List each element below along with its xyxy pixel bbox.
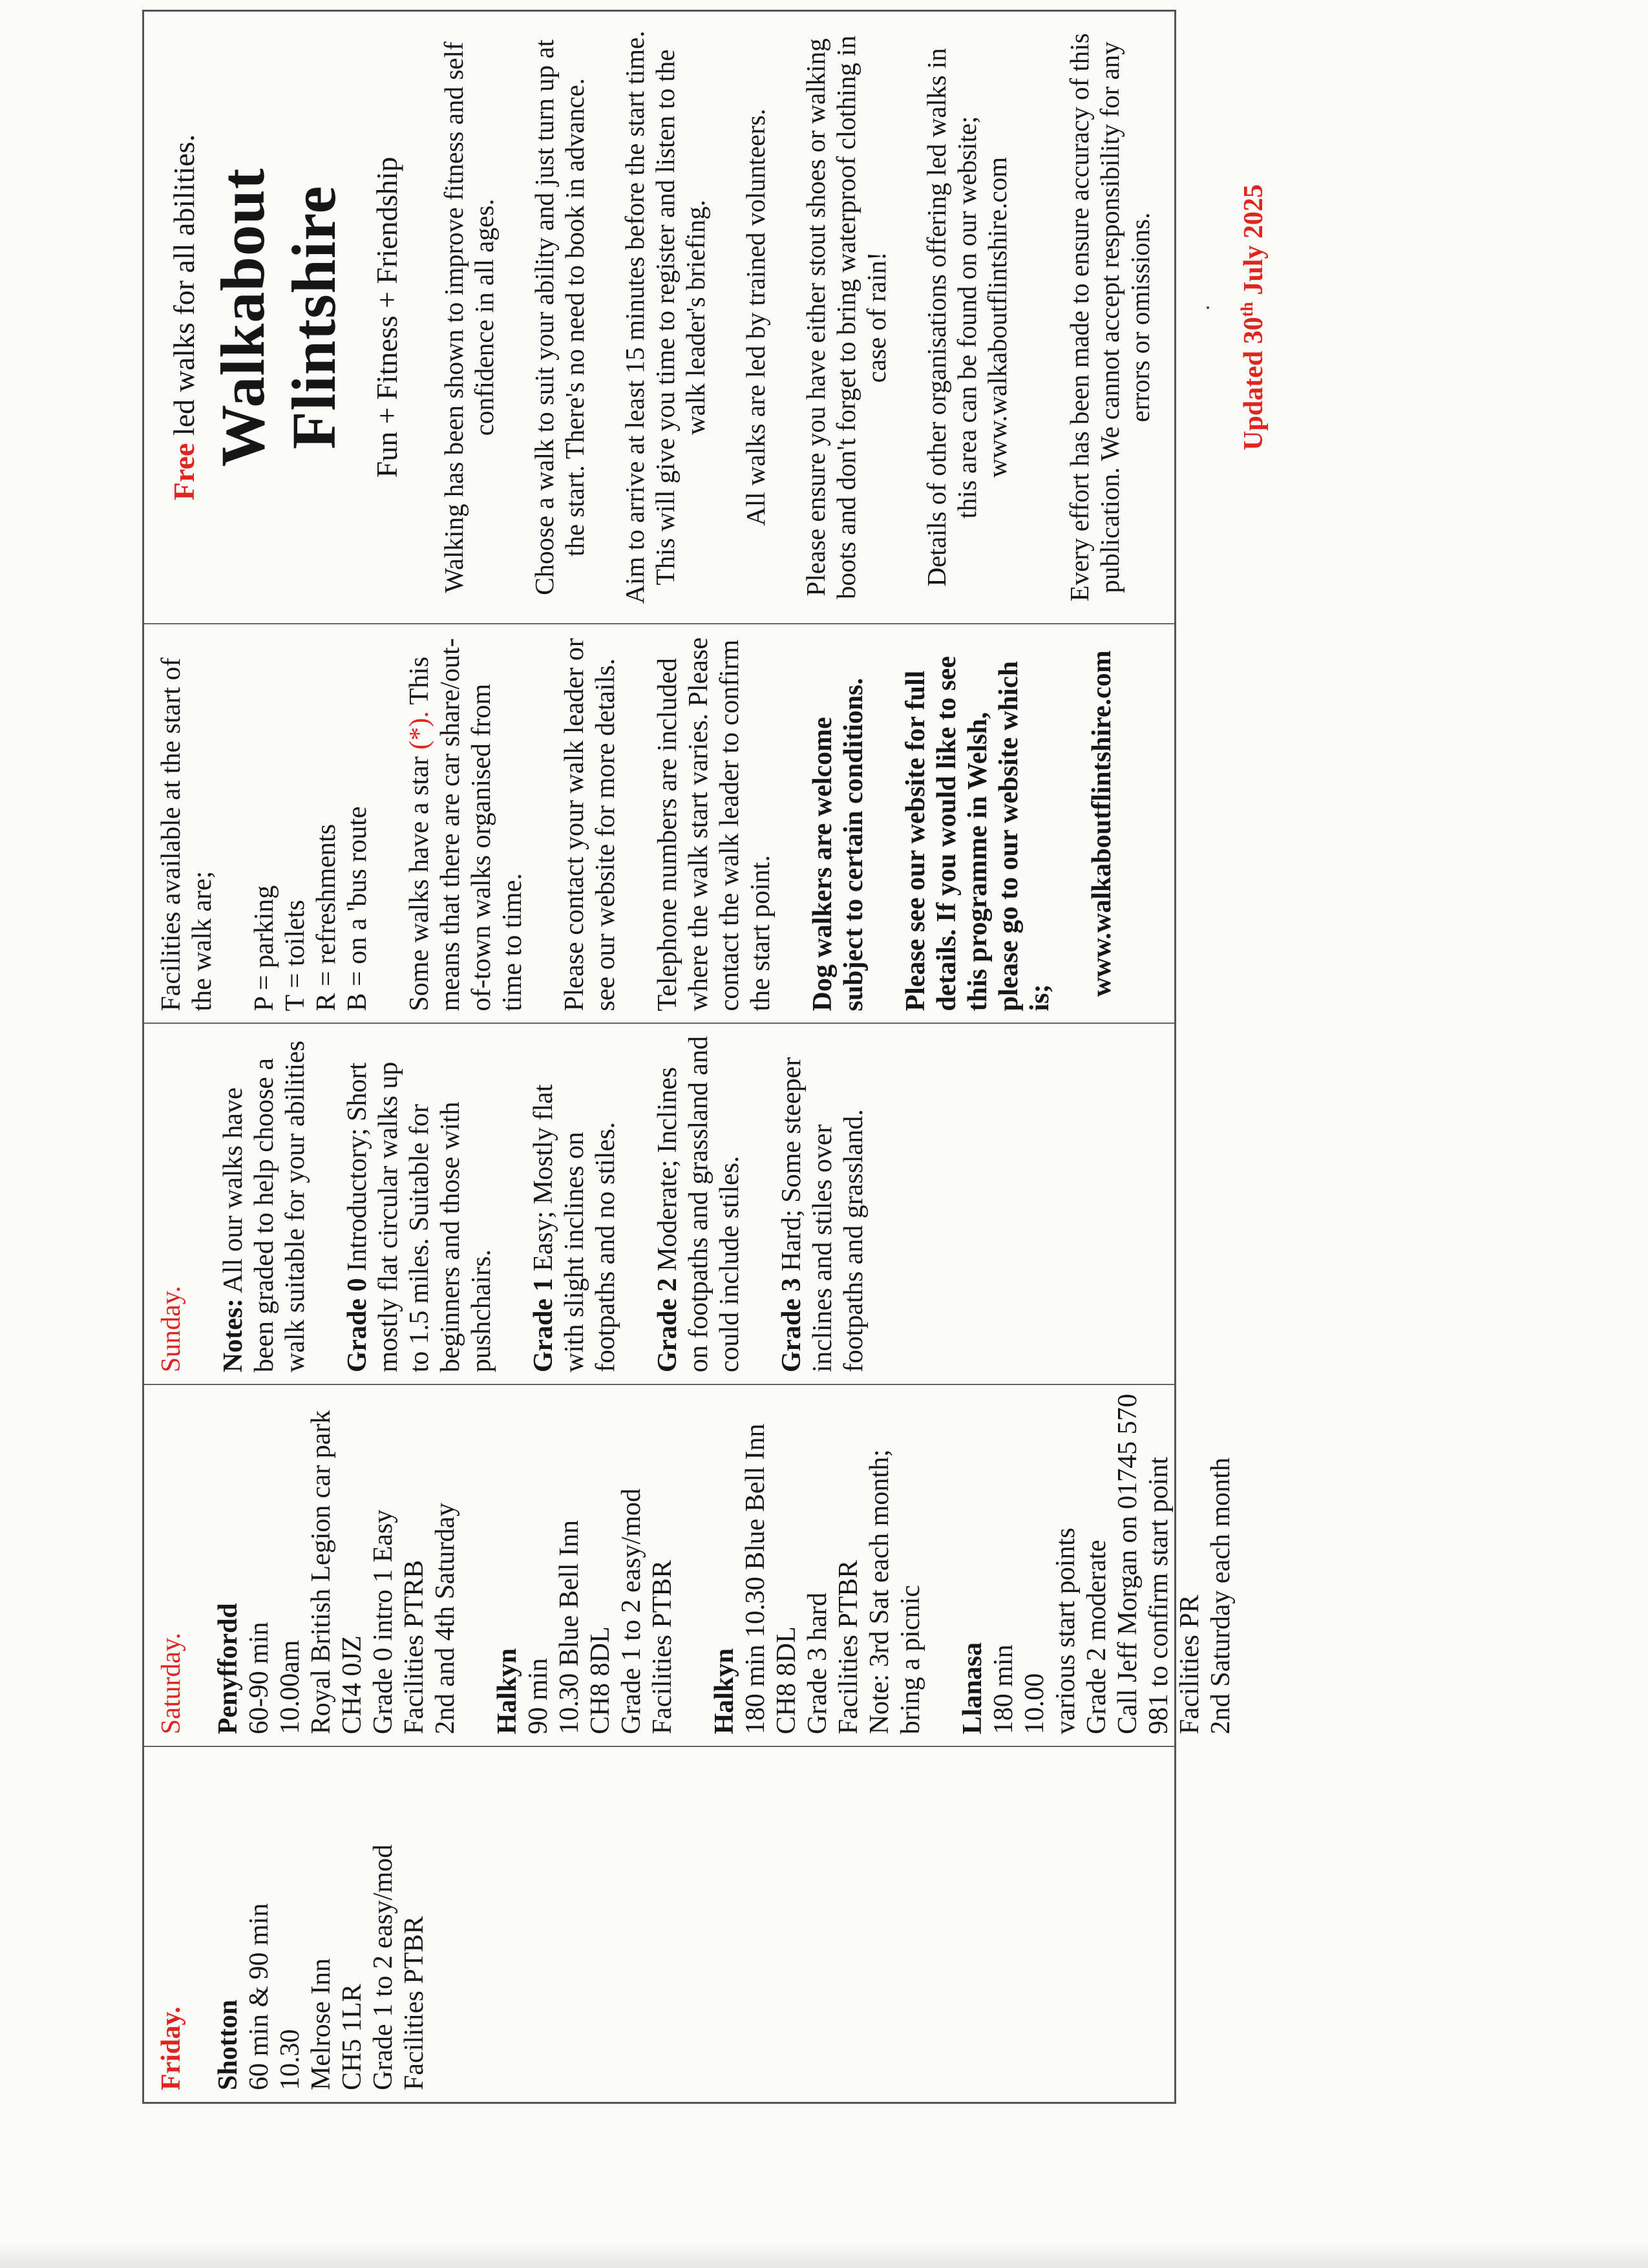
sunday-heading: Sunday. [156, 1286, 186, 1373]
brand-title: Walkabout Flintshire [208, 167, 348, 467]
walk-detail: 2nd Saturday each month [1206, 1457, 1236, 1735]
notes-label: Notes: [218, 1298, 248, 1373]
walk-detail: Grade 0 intro 1 Easy [368, 1509, 398, 1735]
disclaimer: Every effort has been made to ensure accuracy of this publication. We cannot accept responsibility for any errors or omissions. [1064, 33, 1155, 602]
walk-detail: 10.00am [275, 1640, 305, 1735]
intro-paragraph: Details of other organisations offering led walks in this area can be found on our website; www.walkaboutflintshire.com [922, 48, 1012, 587]
walks-programme-sheet [142, 10, 1269, 2104]
grade-label: Grade 3 [777, 1278, 807, 1373]
saturday-walk [492, 1397, 678, 1734]
grade-description [652, 1035, 745, 1372]
walk-detail: Facilities PTBR [834, 1560, 863, 1735]
star-mark: (*). [405, 711, 434, 750]
walk-detail: Facilities PTBR [399, 1916, 429, 2090]
walk-detail: bring a picnic [896, 1585, 925, 1735]
grade-label: Grade 2 [653, 1278, 682, 1373]
walk-detail: 10.00 [1020, 1673, 1050, 1735]
walk-detail: Royal British Legion car park [306, 1410, 336, 1735]
walk-detail: 981 to confirm start point [1144, 1456, 1174, 1735]
walk-detail: Facilities PTBR [648, 1560, 677, 1735]
intro-paragraph: Walking has been shown to improve fitness and self confidence in all ages. [439, 41, 499, 593]
walk-detail: Grade 2 moderate [1082, 1540, 1112, 1735]
walk-detail: 2nd and 4th Saturday [430, 1503, 460, 1735]
walk-detail: 60-90 min [244, 1622, 274, 1735]
phone-note: Telephone numbers are included where the walk start varies. Please contact the walk leader to confirm the start point. [653, 637, 776, 1012]
walk-detail: CH8 8DL [586, 1626, 615, 1735]
contact-note: Please contact your walk leader or see our website for more details. [560, 638, 620, 1012]
scan-edge-shadow [0, 2242, 1648, 2268]
friday-column [144, 1747, 1174, 2102]
intro-paragraph: Please ensure you have either stout shoes or walking boots and don't forget to bring waterproof clothing in case of rain! [801, 35, 891, 599]
walk-detail: CH5 1LR [337, 1984, 367, 2090]
intro-paragraph: Aim to arrive at least 15 minutes before the start time. This will give you time to register and listen to the walk leader's briefing. [620, 30, 710, 604]
friday-walk [213, 1759, 430, 2090]
walk-name: Halkyn [492, 1648, 522, 1735]
grade-text: Moderate; Inclines on footpaths and grassland and could include stiles. [653, 1036, 745, 1373]
grade-description [776, 1035, 869, 1372]
star-note: Some walks have a star (*). This means that there are car share/out-of-town walks organised from time to time. [405, 638, 527, 1012]
saturday-walk [957, 1394, 1236, 1735]
motto: Fun + Fitness + Friendship [370, 156, 403, 478]
grade-text: Easy; Mostly flat with slight inclines on footpaths and no stiles. [529, 1084, 620, 1373]
tagline-text: led walks for all abilities. [167, 134, 200, 436]
updated-date: Updated 30th July 2025 [1238, 184, 1269, 450]
walk-detail: Melrose Inn [306, 1958, 336, 2090]
walk-detail: 180 min [989, 1644, 1019, 1735]
website-note: Please see our website for full details. If you would like to see this programme in Welsh, please go to our website which is; [901, 655, 1055, 1012]
walk-detail: 60 min & 90 min [244, 1903, 274, 2090]
walk-detail: Facilities PR [1175, 1595, 1205, 1735]
saturday-heading: Saturday. [156, 1633, 186, 1735]
grade-description [342, 1035, 497, 1372]
walk-detail: CH8 8DL [772, 1626, 801, 1735]
walk-detail: CH4 0JZ [337, 1635, 367, 1735]
walk-detail: Facilities PTRB [399, 1560, 429, 1735]
walk-detail: 10.30 Blue Bell Inn [555, 1520, 584, 1735]
grading-notes [218, 1035, 311, 1372]
walk-detail: Grade 1 to 2 easy/mod [617, 1488, 646, 1735]
walk-name: Penyffordd [213, 1603, 243, 1735]
facilities-intro: Facilities available at the start of the walk are; [156, 657, 217, 1012]
walk-detail: Call Jeff Morgan on 01745 570 [1113, 1394, 1143, 1735]
walk-detail: Note: 3rd Sat each month; [865, 1449, 894, 1735]
grade-text: Hard; Some steeper inclines and stiles over footpaths and grassland. [777, 1057, 869, 1373]
walk-name: Llanasa [958, 1642, 988, 1735]
walk-detail: 10.30 [275, 2029, 305, 2090]
facility-key-item: P = parking [249, 885, 279, 1012]
saturday-column [144, 1385, 1236, 1747]
notes-text: All our walks have been graded to help choose a walk suitable for your abilities [218, 1041, 310, 1373]
free-label: Free [167, 443, 200, 501]
walk-detail: Grade 1 to 2 easy/mod [368, 1844, 398, 2090]
website-link[interactable]: www.walkaboutflintshire.com [1087, 650, 1117, 997]
walk-name: Halkyn [710, 1648, 739, 1735]
grade-label: Grade 1 [529, 1278, 558, 1373]
intro-paragraph: All walks are led by trained volunteers. [741, 109, 770, 526]
intro-tagline [169, 28, 200, 606]
facility-key-item: B = on a 'bus route [343, 806, 372, 1012]
grade-text: Introductory; Short mostly flat circular walks up to 1.5 miles. Suitable for beginners and those with pushchairs. [343, 1061, 496, 1373]
grade-description [528, 1035, 621, 1372]
walk-detail: 180 min 10.30 Blue Bell Inn [741, 1423, 770, 1735]
walk-detail: 90 min [523, 1658, 553, 1735]
saturday-walk [709, 1397, 926, 1734]
walk-detail: various start points [1051, 1527, 1081, 1735]
friday-heading: Friday. [156, 2006, 186, 2090]
intro-paragraph: Choose a walk to suit your ability and just turn up at the start. There's no need to book in advance. [529, 39, 589, 595]
facility-key-item: T = toilets [280, 900, 310, 1012]
facilities-key [249, 636, 373, 1012]
facility-key-item: R = refreshments [312, 823, 341, 1012]
intro-column [144, 12, 1269, 624]
dog-walkers-note: Dog walkers are welcome subject to certain conditions. [808, 677, 869, 1012]
saturday-walk [213, 1397, 461, 1734]
walk-detail: Grade 3 hard [803, 1593, 832, 1735]
walk-name: Shotton [213, 1999, 243, 2090]
info-column [144, 624, 1174, 1024]
sunday-column [144, 1024, 1174, 1385]
grade-label: Grade 0 [343, 1278, 372, 1373]
